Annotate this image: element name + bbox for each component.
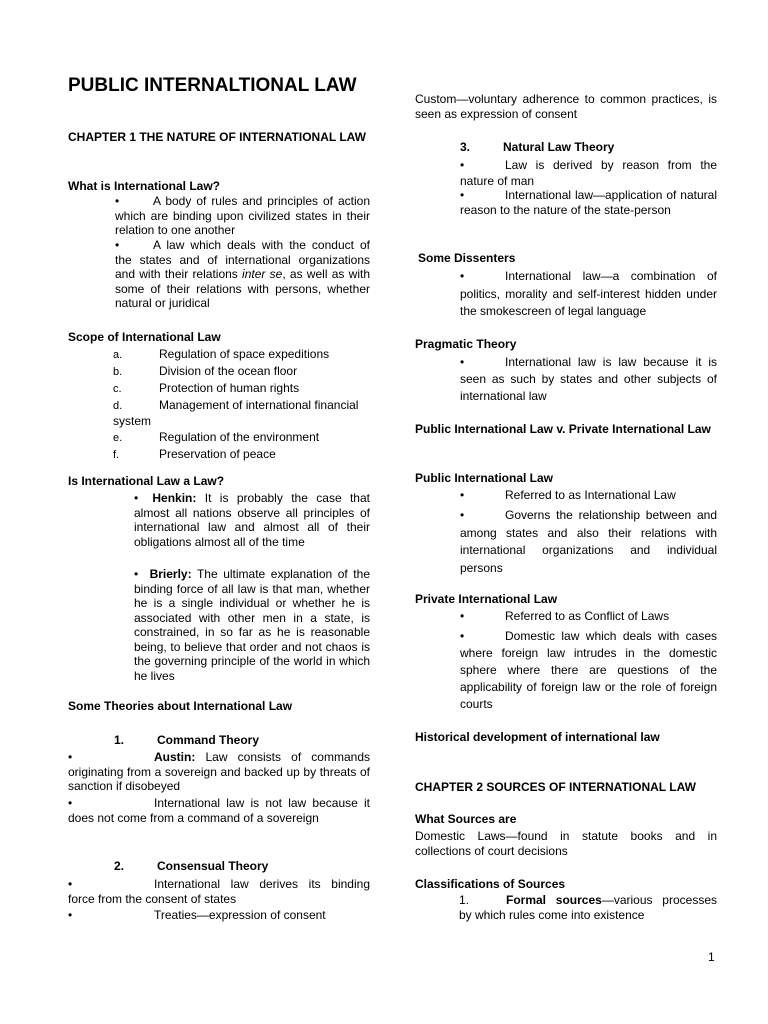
historical-heading: Historical development of international law (415, 730, 660, 744)
bullet: • (460, 508, 465, 522)
public-il-heading: Public International Law (415, 471, 554, 485)
page-number: 1 (708, 950, 715, 964)
dissenters-heading: Some Dissenters (418, 251, 516, 265)
bullet: • (460, 355, 465, 369)
chapter-2-heading: CHAPTER 2 SOURCES OF INTERNATIONAL LAW (415, 780, 696, 794)
chapter-1-heading: CHAPTER 1 THE NATURE OF INTERNATIONAL LAW (68, 130, 366, 144)
scope-heading: Scope of International Law (68, 330, 221, 344)
henkin-paragraph: • Henkin: It is probably the case that almost all nations observe all principles of international law and almost all of their obligations almost all of the time (134, 491, 370, 549)
bullet: • (68, 796, 73, 810)
list-item: • International law—application of natural reason to the nature of the state-person (460, 188, 717, 217)
list-item: c. Protection of human rights (113, 381, 300, 395)
bullet: • (460, 488, 465, 502)
bullet: • (68, 750, 73, 764)
bullet: • (460, 609, 465, 623)
formal-sources-item: 1. Formal sources—various processes by which rules come into existence (459, 893, 717, 922)
bullet: • (460, 629, 465, 643)
austin-item: • Austin: Law consists of commands originating from a sovereign and backed up by threats of sanction if disobeyed (68, 750, 370, 793)
list-item: • A law which deals with the conduct of the states and of international organizations and with their relations inter se, as well as with some of their relations with persons, whether natural or juridical (115, 238, 370, 310)
list-item: • Law is derived by reason from the nature of man (460, 158, 717, 188)
consensual-theory-heading: 2. Consensual Theory (114, 859, 269, 873)
natural-law-heading: 3. Natural Law Theory (460, 140, 615, 154)
what-sources-text: Domestic Laws—found in statute books and in collections of court decisions (415, 829, 717, 858)
bullet: • (68, 877, 73, 891)
bullet: • (68, 908, 73, 922)
scope-list (68, 346, 370, 463)
list-item: • Referred to as International Law (460, 488, 676, 502)
what-sources-heading: What Sources are (415, 812, 517, 826)
list-item: f. Preservation of peace (113, 447, 276, 461)
list-item: • A body of rules and principles of action which are binding upon civilized states in their relation to one another (115, 194, 370, 237)
bullet: • (115, 194, 120, 208)
what-is-heading: What is International Law? (68, 179, 221, 193)
list-item: b. Division of the ocean floor (113, 364, 298, 378)
is-law-heading: Is International Law a Law? (68, 474, 225, 488)
consensual-item-1: • International law derives its binding force from the consent of states (68, 877, 370, 906)
command-item-2: • International law is not law because it does not come from a command of a sovereign (68, 796, 370, 825)
list-item: a. Regulation of space expeditions (113, 347, 330, 361)
list-item: e. Regulation of the environment (113, 430, 320, 444)
bullet: • (134, 567, 139, 581)
private-il-heading: Private International Law (415, 592, 558, 606)
theories-heading: Some Theories about International Law (68, 699, 293, 713)
bullet: • (460, 188, 465, 202)
document-title: PUBLIC INTERNALTIONAL LAW (68, 75, 357, 96)
pragmatic-heading: Pragmatic Theory (415, 337, 517, 351)
bullet: • (460, 158, 465, 172)
bullet: • (115, 238, 120, 252)
classifications-heading: Classifications of Sources (415, 877, 566, 891)
list-item: • International law—a combination of politics, morality and self-interest hidden under the smokescreen of legal language (460, 269, 717, 318)
pil-v-pil-heading: Public International Law v. Private International Law (415, 422, 711, 436)
brierly-paragraph: • Brierly: The ultimate explanation of the binding force of all law is that man, whether he is a single individual or whether he is associated with other men in a state, is constrained, in so far as he is reasonable being, to believe that order and not chaos is the governing principle of the world in which he lives (134, 567, 370, 683)
custom-paragraph: Custom—voluntary adherence to common practices, is seen as expression of consent (415, 92, 717, 121)
list-item: • Referred to as Conflict of Laws (460, 609, 670, 623)
command-theory-heading: 1. Command Theory (114, 733, 260, 747)
list-item: • Governs the relationship between and among states and also their relations with international organizations and individual persons (460, 508, 717, 575)
list-item: • International law is law because it is seen as such by states and other subjects of international law (460, 355, 717, 403)
consensual-item-2: • Treaties—expression of consent (68, 908, 326, 922)
bullet: • (460, 269, 465, 283)
list-item: • Domestic law which deals with cases where foreign law intrudes in the domestic sphere where there are questions of the applicability of foreign law or the role of foreign courts (460, 629, 717, 711)
bullet: • (134, 491, 139, 505)
list-item: d. Management of international financial system (113, 398, 359, 428)
